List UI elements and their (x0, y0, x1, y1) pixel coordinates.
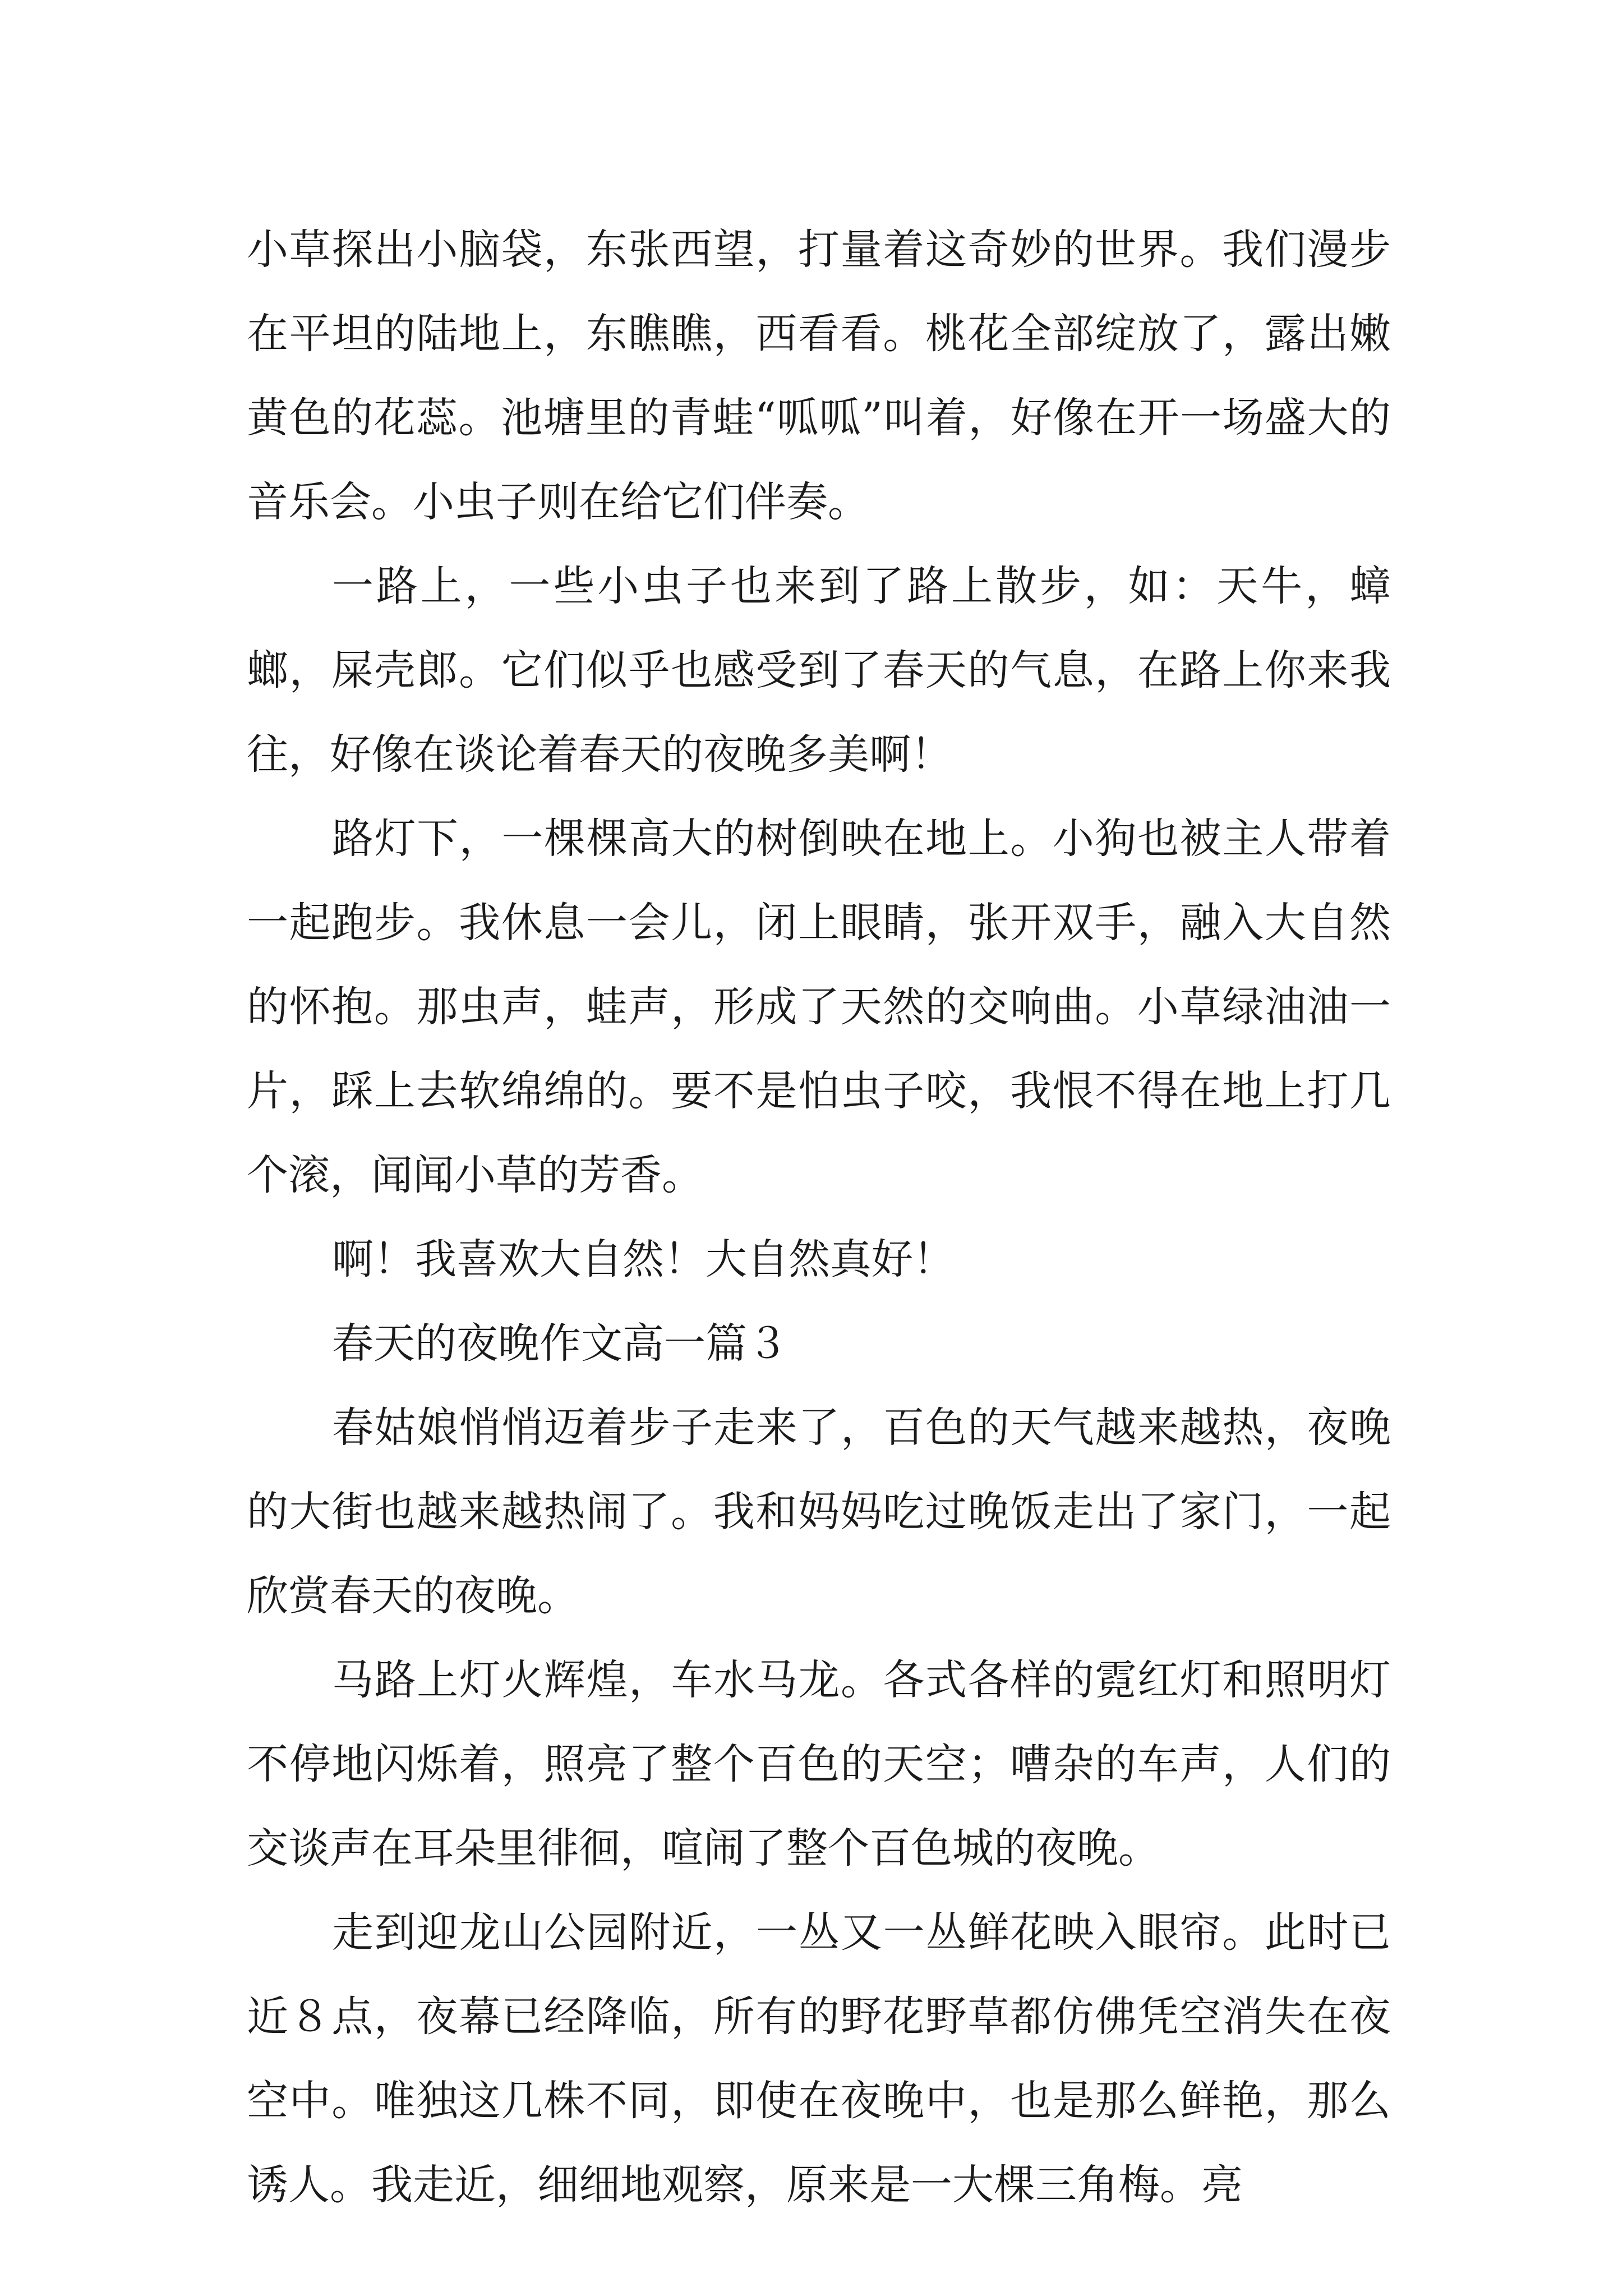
paragraph-2: 一路上，一些小虫子也来到了路上散步，如：天牛，蟑螂，屎壳郎。它们似乎也感受到了春天的气息，在路上你来我往，好像在谈论着春天的夜晚多美啊！ (247, 562, 1391, 779)
paragraph-6: 马路上灯火辉煌，车水马龙。各式各样的霓红灯和照明灯不停地闪烁着，照亮了整个百色的天空；嘈杂的车声，人们的交谈声在耳朵里徘徊，喧闹了整个百色城的夜晚。 (247, 1656, 1391, 1872)
document-body (247, 208, 1391, 2227)
paragraph-4: 啊！我喜欢大自然！大自然真好！ (332, 1235, 955, 1283)
paragraph-1: 小草探出小脑袋，东张西望，打量着这奇妙的世界。我们漫步在平坦的陆地上，东瞧瞧，西看看。桃花全部绽放了，露出嫩黄色的花蕊。池塘里的青蛙“呱呱”叫着，好像在开一场盛大的音乐会。小虫子则在给它们伴奏。 (247, 226, 1391, 526)
paragraph-5: 春姑娘悄悄迈着步子走来了，百色的天气越来越热，夜晚的大街也越来越热闹了。我和妈妈吃过晚饭走出了家门，一起欣赏春天的夜晚。 (247, 1404, 1391, 1620)
paragraph-7: 走到迎龙山公园附近，一丛又一丛鲜花映入眼帘。此时已近８点，夜幕已经降临，所有的野花野草都仿佛凭空消失在夜空中。唯独这几株不同，即使在夜晚中，也是那么鲜艳，那么诱人。我走近，细细地观察，原来是一大棵三角梅。亮 (247, 1908, 1391, 2209)
paragraph-3: 路灯下，一棵棵高大的树倒映在地上。小狗也被主人带着一起跑步。我休息一会儿，闭上眼睛，张开双手，融入大自然的怀抱。那虫声，蛙声，形成了天然的交响曲。小草绿油油一片，踩上去软绵绵的。要不是怕虫子咬，我恨不得在地上打几个滚，闻闻小草的芳香。 (247, 815, 1391, 1199)
section-heading: 春天的夜晚作文高一篇３ (332, 1319, 789, 1368)
